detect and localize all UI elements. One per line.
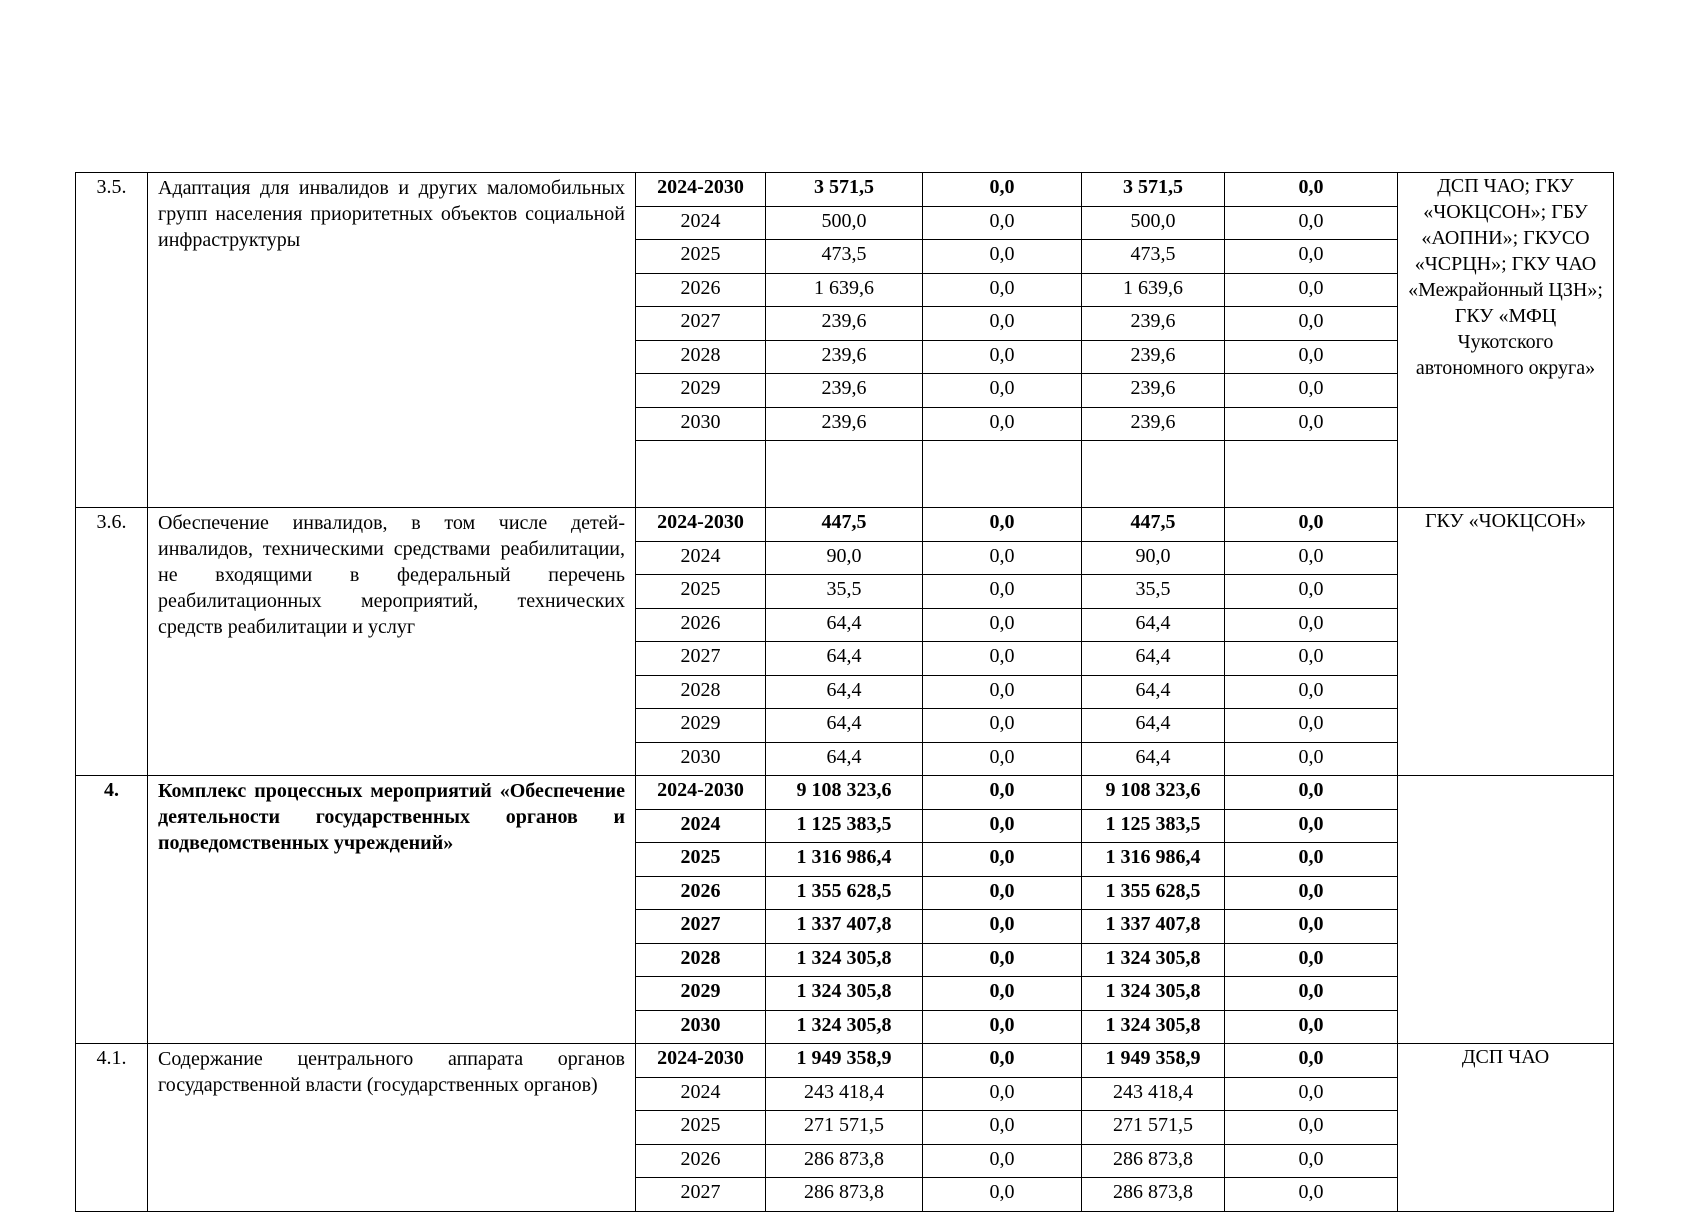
total-amount: 239,6 [766,407,923,441]
period-cell: 2028 [636,340,766,374]
federal-budget-amount: 0,0 [923,876,1082,910]
federal-budget-amount: 0,0 [923,307,1082,341]
responsible-executor [1398,776,1614,1044]
regional-budget-amount: 1 125 383,5 [1082,809,1225,843]
other-sources-amount: 0,0 [1225,541,1398,575]
total-amount: 271 571,5 [766,1111,923,1145]
regional-budget-amount: 1 324 305,8 [1082,1010,1225,1044]
regional-budget-amount: 64,4 [1082,608,1225,642]
other-sources-amount: 0,0 [1225,1077,1398,1111]
total-amount: 64,4 [766,742,923,776]
total-amount: 1 355 628,5 [766,876,923,910]
budget-table [75,172,1614,1212]
federal-budget-amount: 0,0 [923,541,1082,575]
empty-cell [636,441,766,508]
other-sources-amount: 0,0 [1225,1044,1398,1078]
period-cell: 2024-2030 [636,776,766,810]
total-amount: 1 639,6 [766,273,923,307]
other-sources-amount: 0,0 [1225,508,1398,542]
regional-budget-amount: 64,4 [1082,642,1225,676]
period-cell: 2024 [636,541,766,575]
responsible-executor: ДСП ЧАО; ГКУ «ЧОКЦСОН»; ГБУ «АОПНИ»; ГКУСО «ЧСРЦН»; ГКУ ЧАО «Межрайонный ЦЗН»; ГКУ «МФЦ Чукотского автономного округа» [1398,173,1614,508]
total-amount: 1 324 305,8 [766,1010,923,1044]
period-cell: 2025 [636,843,766,877]
total-amount: 243 418,4 [766,1077,923,1111]
regional-budget-amount: 243 418,4 [1082,1077,1225,1111]
total-amount: 1 324 305,8 [766,977,923,1011]
other-sources-amount: 0,0 [1225,943,1398,977]
period-cell: 2024-2030 [636,173,766,207]
period-cell: 2025 [636,240,766,274]
regional-budget-amount: 35,5 [1082,575,1225,609]
responsible-executor: ГКУ «ЧОКЦСОН» [1398,508,1614,776]
federal-budget-amount: 0,0 [923,675,1082,709]
total-amount: 9 108 323,6 [766,776,923,810]
total-amount: 64,4 [766,642,923,676]
table-row [76,1044,1614,1078]
period-cell: 2025 [636,575,766,609]
item-description: Адаптация для инвалидов и других маломобильных групп населения приоритетных объектов социальной инфраструктуры [148,173,636,508]
other-sources-amount: 0,0 [1225,977,1398,1011]
regional-budget-amount: 1 949 358,9 [1082,1044,1225,1078]
period-cell: 2029 [636,374,766,408]
federal-budget-amount: 0,0 [923,575,1082,609]
period-cell: 2025 [636,1111,766,1145]
federal-budget-amount: 0,0 [923,843,1082,877]
period-cell: 2030 [636,742,766,776]
other-sources-amount: 0,0 [1225,843,1398,877]
total-amount: 239,6 [766,374,923,408]
regional-budget-amount: 1 324 305,8 [1082,943,1225,977]
regional-budget-amount: 239,6 [1082,374,1225,408]
federal-budget-amount: 0,0 [923,407,1082,441]
period-cell: 2026 [636,1144,766,1178]
total-amount: 1 949 358,9 [766,1044,923,1078]
item-number: 3.5. [76,173,148,508]
period-cell: 2024 [636,206,766,240]
federal-budget-amount: 0,0 [923,776,1082,810]
federal-budget-amount: 0,0 [923,206,1082,240]
federal-budget-amount: 0,0 [923,1178,1082,1212]
federal-budget-amount: 0,0 [923,1144,1082,1178]
regional-budget-amount: 1 639,6 [1082,273,1225,307]
federal-budget-amount: 0,0 [923,642,1082,676]
period-cell: 2029 [636,977,766,1011]
total-amount: 64,4 [766,709,923,743]
other-sources-amount: 0,0 [1225,173,1398,207]
federal-budget-amount: 0,0 [923,809,1082,843]
total-amount: 239,6 [766,340,923,374]
empty-cell [923,441,1082,508]
responsible-executor: ДСП ЧАО [1398,1044,1614,1212]
other-sources-amount: 0,0 [1225,374,1398,408]
table-row [76,173,1614,207]
period-cell: 2028 [636,943,766,977]
federal-budget-amount: 0,0 [923,1044,1082,1078]
regional-budget-amount: 1 316 986,4 [1082,843,1225,877]
other-sources-amount: 0,0 [1225,709,1398,743]
other-sources-amount: 0,0 [1225,240,1398,274]
table-row [76,776,1614,810]
regional-budget-amount: 64,4 [1082,709,1225,743]
total-amount: 90,0 [766,541,923,575]
other-sources-amount: 0,0 [1225,1144,1398,1178]
period-cell: 2026 [636,876,766,910]
item-description: Комплекс процессных мероприятий «Обеспечение деятельности государственных органов и подведомственных учреждений» [148,776,636,1044]
regional-budget-amount: 239,6 [1082,340,1225,374]
federal-budget-amount: 0,0 [923,910,1082,944]
total-amount: 500,0 [766,206,923,240]
total-amount: 35,5 [766,575,923,609]
other-sources-amount: 0,0 [1225,1178,1398,1212]
federal-budget-amount: 0,0 [923,742,1082,776]
other-sources-amount: 0,0 [1225,1111,1398,1145]
other-sources-amount: 0,0 [1225,876,1398,910]
regional-budget-amount: 239,6 [1082,407,1225,441]
item-number: 3.6. [76,508,148,776]
item-number: 4. [76,776,148,1044]
federal-budget-amount: 0,0 [923,709,1082,743]
other-sources-amount: 0,0 [1225,340,1398,374]
federal-budget-amount: 0,0 [923,977,1082,1011]
other-sources-amount: 0,0 [1225,910,1398,944]
other-sources-amount: 0,0 [1225,273,1398,307]
total-amount: 1 324 305,8 [766,943,923,977]
regional-budget-amount: 447,5 [1082,508,1225,542]
regional-budget-amount: 239,6 [1082,307,1225,341]
regional-budget-amount: 271 571,5 [1082,1111,1225,1145]
period-cell: 2027 [636,910,766,944]
regional-budget-amount: 286 873,8 [1082,1178,1225,1212]
regional-budget-amount: 1 324 305,8 [1082,977,1225,1011]
regional-budget-amount: 500,0 [1082,206,1225,240]
federal-budget-amount: 0,0 [923,943,1082,977]
federal-budget-amount: 0,0 [923,273,1082,307]
period-cell: 2030 [636,407,766,441]
regional-budget-amount: 90,0 [1082,541,1225,575]
period-cell: 2024-2030 [636,1044,766,1078]
other-sources-amount: 0,0 [1225,307,1398,341]
other-sources-amount: 0,0 [1225,1010,1398,1044]
period-cell: 2024-2030 [636,508,766,542]
period-cell: 2027 [636,307,766,341]
item-description: Обеспечение инвалидов, в том числе детей-инвалидов, техническими средствами реабилитации, не входящими в федеральный перечень реабилитационных мероприятий, технических средств реабилитации и услуг [148,508,636,776]
federal-budget-amount: 0,0 [923,374,1082,408]
federal-budget-amount: 0,0 [923,173,1082,207]
period-cell: 2028 [636,675,766,709]
total-amount: 3 571,5 [766,173,923,207]
federal-budget-amount: 0,0 [923,1010,1082,1044]
regional-budget-amount: 9 108 323,6 [1082,776,1225,810]
regional-budget-amount: 1 355 628,5 [1082,876,1225,910]
federal-budget-amount: 0,0 [923,508,1082,542]
other-sources-amount: 0,0 [1225,575,1398,609]
total-amount: 1 125 383,5 [766,809,923,843]
total-amount: 286 873,8 [766,1144,923,1178]
regional-budget-amount: 473,5 [1082,240,1225,274]
empty-cell [766,441,923,508]
other-sources-amount: 0,0 [1225,742,1398,776]
item-description: Содержание центрального аппарата органов государственной власти (государственных органов) [148,1044,636,1212]
empty-cell [1225,441,1398,508]
other-sources-amount: 0,0 [1225,809,1398,843]
regional-budget-amount: 3 571,5 [1082,173,1225,207]
period-cell: 2026 [636,273,766,307]
period-cell: 2027 [636,642,766,676]
regional-budget-amount: 1 337 407,8 [1082,910,1225,944]
total-amount: 447,5 [766,508,923,542]
period-cell: 2024 [636,809,766,843]
regional-budget-amount: 64,4 [1082,742,1225,776]
other-sources-amount: 0,0 [1225,675,1398,709]
period-cell: 2027 [636,1178,766,1212]
total-amount: 286 873,8 [766,1178,923,1212]
table-body [76,173,1614,1212]
other-sources-amount: 0,0 [1225,776,1398,810]
federal-budget-amount: 0,0 [923,1111,1082,1145]
table-row [76,508,1614,542]
other-sources-amount: 0,0 [1225,642,1398,676]
empty-cell [1082,441,1225,508]
total-amount: 64,4 [766,675,923,709]
total-amount: 64,4 [766,608,923,642]
other-sources-amount: 0,0 [1225,608,1398,642]
total-amount: 1 316 986,4 [766,843,923,877]
other-sources-amount: 0,0 [1225,206,1398,240]
federal-budget-amount: 0,0 [923,608,1082,642]
item-number: 4.1. [76,1044,148,1212]
federal-budget-amount: 0,0 [923,240,1082,274]
period-cell: 2026 [636,608,766,642]
period-cell: 2024 [636,1077,766,1111]
period-cell: 2029 [636,709,766,743]
federal-budget-amount: 0,0 [923,1077,1082,1111]
total-amount: 1 337 407,8 [766,910,923,944]
regional-budget-amount: 64,4 [1082,675,1225,709]
period-cell: 2030 [636,1010,766,1044]
total-amount: 239,6 [766,307,923,341]
federal-budget-amount: 0,0 [923,340,1082,374]
total-amount: 473,5 [766,240,923,274]
regional-budget-amount: 286 873,8 [1082,1144,1225,1178]
other-sources-amount: 0,0 [1225,407,1398,441]
